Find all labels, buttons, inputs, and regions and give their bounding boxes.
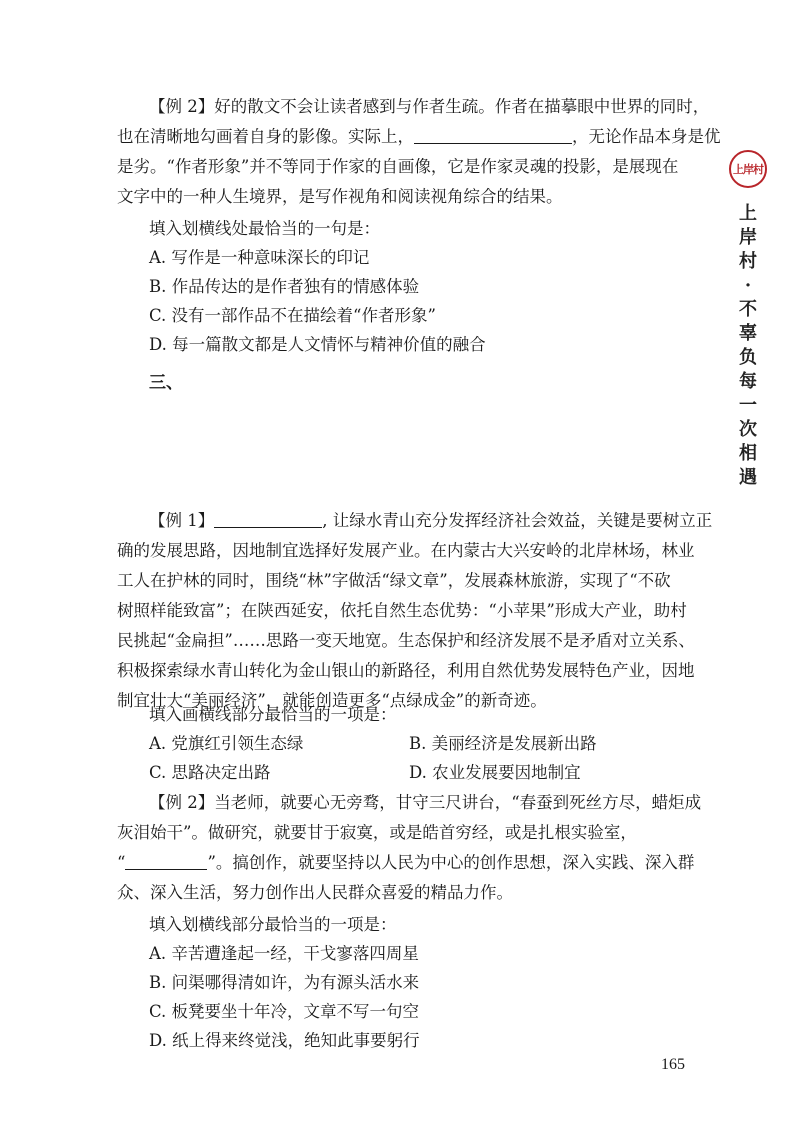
option-b: B. 作品传达的是作者独有的情感体验 bbox=[149, 277, 420, 296]
section-title: 三、 bbox=[149, 373, 183, 393]
question-top-passage: 【例 2】好的散文不会让读者感到与作者生疏。作者在描摹眼中世界的同时， 也在清晰地勾画着自身的影像。实际上， ，无论作品本身是优 是劣。“作者形象”并不等同于作家的自画像，它是作家灵魂的投影，是展现在 文字中的一种人生境界，是写作视角和阅读视角综合的结果。 bbox=[117, 97, 721, 206]
question-prompt: 填入划横线部分最恰当的一项是： bbox=[149, 915, 397, 934]
answer-blank bbox=[125, 851, 207, 870]
option-d: D. 农业发展要因地制宜 bbox=[409, 763, 581, 782]
answer-blank bbox=[214, 509, 322, 528]
question-2-passage: 【例 2】当老师，就要心无旁骛，甘守三尺讲台，“春蚕到死丝方尽，蜡炬成 灰泪始干”。做研究，就要甘于寂寞，或是皓首穷经，或是扎根实验室， “ ”。搞创作，就要坚持以人民为中心的创作思想，深入实践、深入群 众、深入生活，努力创作出人民群众喜爱的精品力作。 bbox=[117, 793, 702, 902]
option-row bbox=[149, 758, 709, 788]
option-a: A. 辛苦遭逢起一经，干戈寥落四周星 bbox=[149, 944, 419, 963]
option-a: A. 党旗红引领生态绿 bbox=[149, 734, 304, 753]
question-1-passage: 【例 1】 , 让绿水青山充分发挥经济社会效益，关键是要树立正 确的发展思路，因地制宜选择好发展产业。在内蒙古大兴安岭的北岸林场，林业 工人在护林的同时，围绕“林”字做活“绿文章”，发展森林旅游，实现了“不砍 树照样能致富”；在陕西延安，依托自然生态优势：“小苹果”形成大产业，助村 民挑起“金扁担”……思路一变天地宽。生态保护和经济发展不是矛盾对立关系、 积极探索绿水青山转化为金山银山的新路径，利用自然优势发展特色产业，因地 制宜壮大“美丽经济”，就能创造更多“点绿成金”的新奇迹。 bbox=[117, 511, 713, 710]
option-b: B. 问渠哪得清如许，为有源头活水来 bbox=[149, 973, 420, 992]
option-c: C. 思路决定出路 bbox=[149, 763, 271, 782]
option-d: D. 每一篇散文都是人文情怀与精神价值的融合 bbox=[149, 335, 486, 354]
question-prompt: 填入画横线部分最恰当的一项是： bbox=[149, 705, 397, 724]
option-a: A. 写作是一种意味深长的印记 bbox=[149, 248, 370, 267]
option-d: D. 纸上得来终觉浅，绝知此事要躬行 bbox=[149, 1031, 420, 1050]
option-row bbox=[149, 729, 709, 759]
sidebar bbox=[728, 150, 768, 490]
question-prompt: 填入划横线处最恰当的一句是： bbox=[149, 219, 380, 238]
option-c: C. 板凳要坐十年冷，文章不写一句空 bbox=[149, 1002, 420, 1021]
seal-logo: 上岸村 bbox=[729, 150, 767, 188]
sidebar-slogan: 上 岸 村 · 不 辜 负 每 一 次 相 遇 bbox=[739, 203, 757, 488]
page-number: 165 bbox=[661, 1056, 685, 1073]
option-c: C. 没有一部作品不在描绘着“作者形象” bbox=[149, 306, 436, 325]
answer-blank bbox=[414, 125, 572, 144]
option-b: B. 美丽经济是发展新出路 bbox=[409, 734, 597, 753]
